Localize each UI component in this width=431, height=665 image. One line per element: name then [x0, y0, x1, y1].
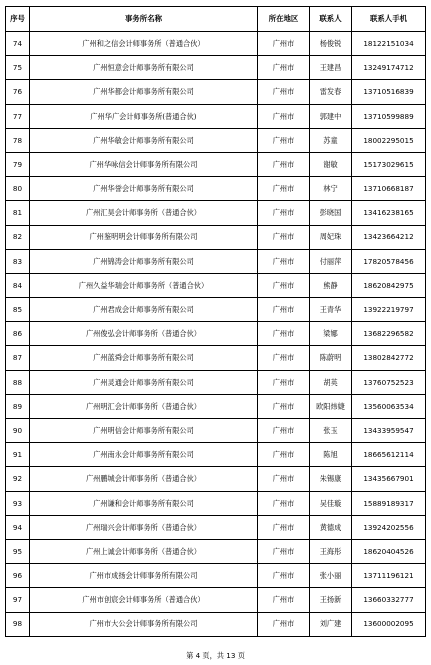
cell-firm-name: 广州灵通会计师事务所有限公司	[30, 370, 258, 394]
cell-no: 78	[6, 128, 30, 152]
cell-no: 89	[6, 394, 30, 418]
table-row	[6, 539, 426, 563]
cell-phone: 13710516839	[352, 80, 426, 104]
table-row	[6, 467, 426, 491]
table-row	[6, 152, 426, 176]
cell-contact: 黄德成	[310, 515, 352, 539]
cell-area: 广州市	[258, 177, 310, 201]
cell-phone: 13802842772	[352, 346, 426, 370]
cell-contact: 彭晓国	[310, 201, 352, 225]
table-row	[6, 394, 426, 418]
cell-no: 92	[6, 467, 30, 491]
table-row	[6, 80, 426, 104]
cell-phone: 18002295015	[352, 128, 426, 152]
cell-firm-name: 广州瑞兴会计师事务所（普通合伙）	[30, 515, 258, 539]
cell-no: 79	[6, 152, 30, 176]
cell-area: 广州市	[258, 491, 310, 515]
accounting-firms-table	[5, 6, 426, 637]
cell-area: 广州市	[258, 564, 310, 588]
cell-phone: 18122151034	[352, 32, 426, 56]
cell-contact: 欧阳炜婕	[310, 394, 352, 418]
table-header-row	[6, 7, 426, 32]
cell-no: 85	[6, 298, 30, 322]
cell-no: 87	[6, 346, 30, 370]
cell-area: 广州市	[258, 443, 310, 467]
cell-contact: 周妃珠	[310, 225, 352, 249]
cell-firm-name: 广州南永会计师事务所有限公司	[30, 443, 258, 467]
cell-area: 广州市	[258, 104, 310, 128]
cell-phone: 18620404526	[352, 539, 426, 563]
cell-area: 广州市	[258, 515, 310, 539]
cell-firm-name: 广州谦和会计师事务所有限公司	[30, 491, 258, 515]
cell-phone: 15173029615	[352, 152, 426, 176]
cell-no: 94	[6, 515, 30, 539]
cell-phone: 13682296582	[352, 322, 426, 346]
cell-no: 77	[6, 104, 30, 128]
table-row	[6, 564, 426, 588]
cell-firm-name: 广州俊弘会计师事务所（普通合伙）	[30, 322, 258, 346]
table-row	[6, 588, 426, 612]
cell-phone: 15889189317	[352, 491, 426, 515]
cell-contact: 吴佳璇	[310, 491, 352, 515]
cell-firm-name: 广州市成扬会计师事务所有限公司	[30, 564, 258, 588]
cell-contact: 付丽萍	[310, 249, 352, 273]
cell-contact: 苏童	[310, 128, 352, 152]
cell-area: 广州市	[258, 539, 310, 563]
header-contact: 联系人	[310, 7, 352, 32]
page-number: 第 4 页，共 13 页	[186, 651, 245, 660]
cell-phone: 13433959547	[352, 419, 426, 443]
cell-no: 75	[6, 56, 30, 80]
cell-no: 91	[6, 443, 30, 467]
cell-firm-name: 广州华都会计师事务所有限公司	[30, 80, 258, 104]
cell-no: 86	[6, 322, 30, 346]
cell-firm-name: 广州明信会计师事务所有限公司	[30, 419, 258, 443]
cell-no: 96	[6, 564, 30, 588]
cell-firm-name: 广州鹏城会计师事务所（普通合伙）	[30, 467, 258, 491]
cell-phone: 13423664212	[352, 225, 426, 249]
cell-firm-name: 广州锦涛会计师事务所有限公司	[30, 249, 258, 273]
table-row	[6, 177, 426, 201]
cell-area: 广州市	[258, 128, 310, 152]
cell-contact: 雷发春	[310, 80, 352, 104]
table-row	[6, 370, 426, 394]
table-row	[6, 515, 426, 539]
cell-area: 广州市	[258, 467, 310, 491]
cell-firm-name: 广州久益华瑞会计师事务所（普通合伙）	[30, 273, 258, 297]
cell-area: 广州市	[258, 322, 310, 346]
cell-firm-name: 广州市创宸会计师事务所（普通合伙）	[30, 588, 258, 612]
table-row	[6, 201, 426, 225]
cell-phone: 13249174712	[352, 56, 426, 80]
cell-no: 95	[6, 539, 30, 563]
cell-phone: 13760752523	[352, 370, 426, 394]
table-row	[6, 298, 426, 322]
cell-no: 76	[6, 80, 30, 104]
cell-area: 广州市	[258, 612, 310, 636]
cell-phone: 13710599889	[352, 104, 426, 128]
cell-phone: 13435667901	[352, 467, 426, 491]
header-no: 序号	[6, 7, 30, 32]
cell-phone: 13711196121	[352, 564, 426, 588]
cell-contact: 王青华	[310, 298, 352, 322]
cell-area: 广州市	[258, 152, 310, 176]
cell-area: 广州市	[258, 394, 310, 418]
table-row	[6, 56, 426, 80]
cell-firm-name: 广州上诚会计师事务所（普通合伙）	[30, 539, 258, 563]
cell-no: 80	[6, 177, 30, 201]
cell-contact: 胡英	[310, 370, 352, 394]
cell-area: 广州市	[258, 346, 310, 370]
cell-contact: 张玉	[310, 419, 352, 443]
table-row	[6, 612, 426, 636]
cell-area: 广州市	[258, 32, 310, 56]
cell-no: 90	[6, 419, 30, 443]
cell-no: 74	[6, 32, 30, 56]
cell-area: 广州市	[258, 588, 310, 612]
cell-no: 82	[6, 225, 30, 249]
cell-phone: 18665612114	[352, 443, 426, 467]
cell-firm-name: 广州鉴明明会计师事务所有限公司	[30, 225, 258, 249]
cell-area: 广州市	[258, 419, 310, 443]
cell-contact: 熊静	[310, 273, 352, 297]
header-phone: 联系人手机	[352, 7, 426, 32]
cell-phone: 13710668187	[352, 177, 426, 201]
cell-no: 97	[6, 588, 30, 612]
cell-area: 广州市	[258, 273, 310, 297]
cell-no: 83	[6, 249, 30, 273]
table-row	[6, 249, 426, 273]
cell-contact: 郭建中	[310, 104, 352, 128]
cell-contact: 陈蔚明	[310, 346, 352, 370]
table-row	[6, 273, 426, 297]
cell-firm-name: 广州汇昊会计师事务所（普通合伙）	[30, 201, 258, 225]
cell-area: 广州市	[258, 249, 310, 273]
table-row	[6, 443, 426, 467]
cell-contact: 朱锡康	[310, 467, 352, 491]
table-row	[6, 419, 426, 443]
cell-phone: 13924202556	[352, 515, 426, 539]
header-firm-name: 事务所名称	[30, 7, 258, 32]
cell-area: 广州市	[258, 370, 310, 394]
table-row	[6, 32, 426, 56]
cell-firm-name: 广州明汇会计师事务所（普通合伙）	[30, 394, 258, 418]
header-area: 所在地区	[258, 7, 310, 32]
cell-firm-name: 广州恒意会计师事务所有限公司	[30, 56, 258, 80]
cell-phone: 13416238165	[352, 201, 426, 225]
cell-phone: 18620842975	[352, 273, 426, 297]
cell-contact: 王海彤	[310, 539, 352, 563]
cell-area: 广州市	[258, 225, 310, 249]
cell-phone: 13600002095	[352, 612, 426, 636]
cell-phone: 17820578456	[352, 249, 426, 273]
cell-phone: 13560063534	[352, 394, 426, 418]
cell-contact: 梁娜	[310, 322, 352, 346]
cell-firm-name: 广州和之信会计师事务所（普通合伙）	[30, 32, 258, 56]
cell-firm-name: 广州华敏会计师事务所有限公司	[30, 128, 258, 152]
cell-contact: 王建昌	[310, 56, 352, 80]
cell-no: 98	[6, 612, 30, 636]
cell-firm-name: 广州蓝舜会计师事务所有限公司	[30, 346, 258, 370]
cell-phone: 13660332777	[352, 588, 426, 612]
cell-firm-name: 广州市大公会计师事务所有限公司	[30, 612, 258, 636]
cell-contact: 谢敏	[310, 152, 352, 176]
cell-no: 88	[6, 370, 30, 394]
table-row	[6, 128, 426, 152]
cell-firm-name: 广州君成会计师事务所有限公司	[30, 298, 258, 322]
cell-contact: 张小丽	[310, 564, 352, 588]
table-row	[6, 322, 426, 346]
table-body	[6, 32, 426, 637]
cell-firm-name: 广州华咏信会计师事务所有限公司	[30, 152, 258, 176]
cell-area: 广州市	[258, 298, 310, 322]
cell-no: 81	[6, 201, 30, 225]
cell-contact: 陈旭	[310, 443, 352, 467]
table-row	[6, 491, 426, 515]
cell-contact: 林宁	[310, 177, 352, 201]
table-row	[6, 104, 426, 128]
table-row	[6, 346, 426, 370]
cell-firm-name: 广州华广会计师事务所(普通合伙)	[30, 104, 258, 128]
cell-contact: 刘广建	[310, 612, 352, 636]
cell-contact: 王扬新	[310, 588, 352, 612]
cell-area: 广州市	[258, 56, 310, 80]
cell-area: 广州市	[258, 201, 310, 225]
cell-phone: 13922219797	[352, 298, 426, 322]
cell-contact: 杨俊锐	[310, 32, 352, 56]
table-row	[6, 225, 426, 249]
cell-no: 93	[6, 491, 30, 515]
cell-firm-name: 广州华誉会计师事务所有限公司	[30, 177, 258, 201]
cell-area: 广州市	[258, 80, 310, 104]
cell-no: 84	[6, 273, 30, 297]
